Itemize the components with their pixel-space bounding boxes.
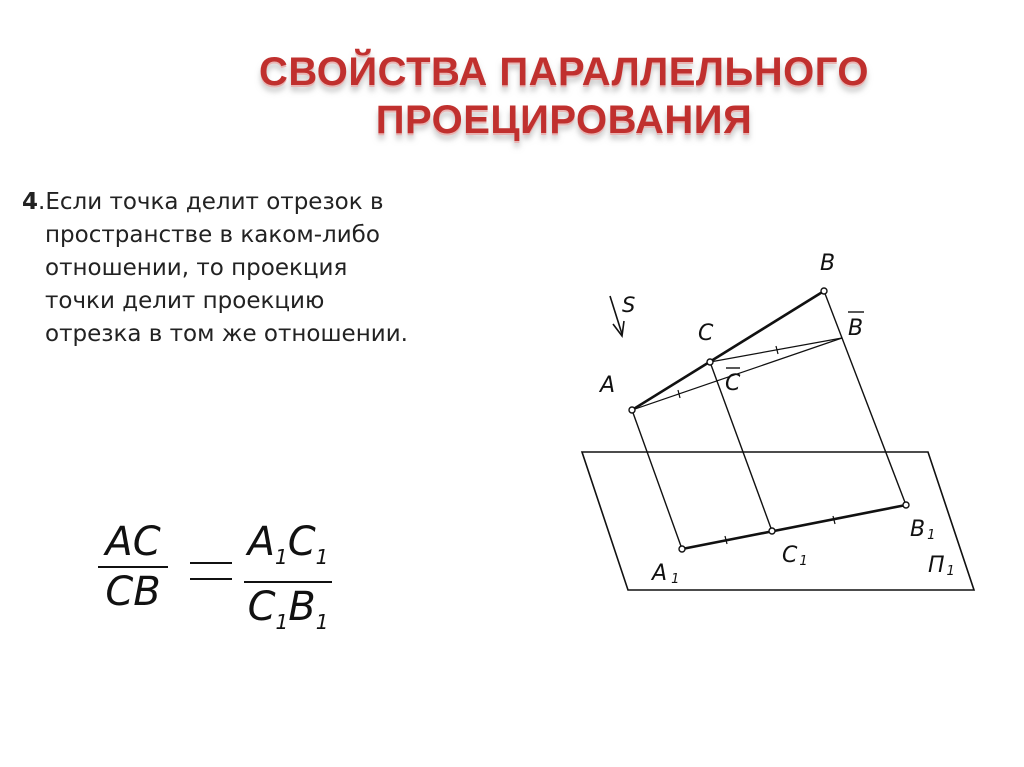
label-a: A	[600, 373, 616, 398]
label-b-bar: B	[848, 316, 864, 341]
label-c: C	[698, 321, 714, 346]
label-c1: C 1	[782, 543, 808, 569]
title-line-2: ПРОЕЦИРОВАНИЯ	[375, 98, 753, 142]
ray-a	[632, 410, 682, 549]
point-a1	[679, 546, 685, 552]
left-denominator: CB	[105, 569, 161, 615]
right-numerator	[244, 520, 332, 579]
left-numerator: AC	[105, 519, 161, 565]
right-denominator	[244, 585, 332, 644]
label-c-bar: C	[725, 371, 741, 396]
denominator-b: B	[288, 584, 316, 630]
numerator-a-sub: 1	[274, 545, 288, 569]
denominator-b-sub: 1	[315, 610, 329, 634]
denominator-c-sub: 1	[275, 610, 289, 634]
statement-line-3: отношении, то проекция	[45, 255, 348, 281]
point-b	[821, 288, 827, 294]
point-c1	[769, 528, 775, 534]
label-b: B	[820, 251, 836, 276]
equals-sign	[190, 562, 232, 594]
statement-line-2: пространстве в каком-либо	[45, 222, 380, 248]
point-a	[629, 407, 635, 413]
property-number: 4	[22, 189, 39, 215]
numerator-c: C	[287, 519, 316, 565]
slide-title	[0, 48, 1024, 144]
statement-line-1: .Если точка делит отрезок в	[38, 189, 384, 215]
statement-line-4: точки делит проекцию	[45, 288, 325, 314]
point-c	[707, 359, 713, 365]
property-statement	[22, 186, 442, 351]
numerator-a: A	[247, 519, 275, 565]
left-fraction-bar	[98, 566, 168, 568]
direction-label: S	[622, 293, 636, 317]
statement-line-5: отрезка в том же отношении.	[45, 321, 408, 347]
point-b1	[903, 502, 909, 508]
label-a1: A 1	[652, 561, 680, 587]
ray-c	[710, 362, 772, 531]
denominator-c: C	[247, 584, 276, 630]
label-b1: B 1	[910, 517, 936, 543]
label-plane: П 1	[928, 553, 955, 579]
right-fraction	[244, 520, 332, 644]
ray-b	[824, 291, 906, 505]
numerator-c-sub: 1	[315, 545, 329, 569]
right-fraction-bar	[244, 581, 332, 583]
projection-drawing	[570, 240, 990, 610]
title-line-1: СВОЙСТВА ПАРАЛЛЕЛЬНОГО	[259, 50, 869, 94]
left-fraction	[98, 520, 168, 614]
